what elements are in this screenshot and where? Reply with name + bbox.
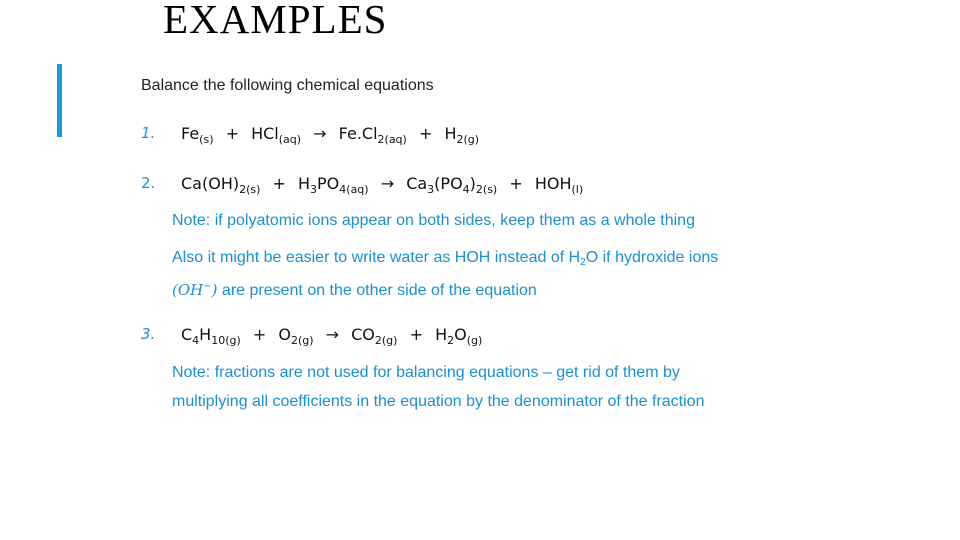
- equation-3: $C_4H_{10(g)} + O_{2(g)} \to CO_{2(g)} + H_2O_{(g)}$: [181, 325, 483, 347]
- equation-number-3: 3.: [141, 325, 156, 343]
- note-multiply: multiplying all coefficients in the equation by the denominator of the fraction: [172, 393, 705, 410]
- equation-number-2: 2.: [141, 174, 156, 192]
- note-water: Also it might be easier to write water as HOH instead of $H_2O$ if hydroxide ions: [172, 249, 719, 268]
- note-polyatomic: Note: if polyatomic ions appear on both sides, keep them as a whole thing: [172, 212, 695, 229]
- accent-bar: [57, 64, 62, 137]
- equation-2: $Ca(OH)_{2(s)} + H_3PO_{4(aq)} \to Ca_3(PO_4)_{2(s)} + HOH_{(l)}$: [181, 174, 584, 196]
- equation-number-1: 1.: [141, 124, 156, 142]
- instruction-heading: Balance the following chemical equations: [141, 77, 434, 94]
- equation-1: $Fe_{(s)} + HCl_{(aq)} \to Fe.Cl_{2(aq)} + H_{2(g)}$: [181, 124, 480, 146]
- note-hydroxide: (OH−) are present on the other side of the equation: [172, 281, 537, 299]
- slide-title: EXAMPLES: [163, 0, 388, 42]
- note-fractions: Note: fractions are not used for balancing equations – get rid of them by: [172, 364, 680, 381]
